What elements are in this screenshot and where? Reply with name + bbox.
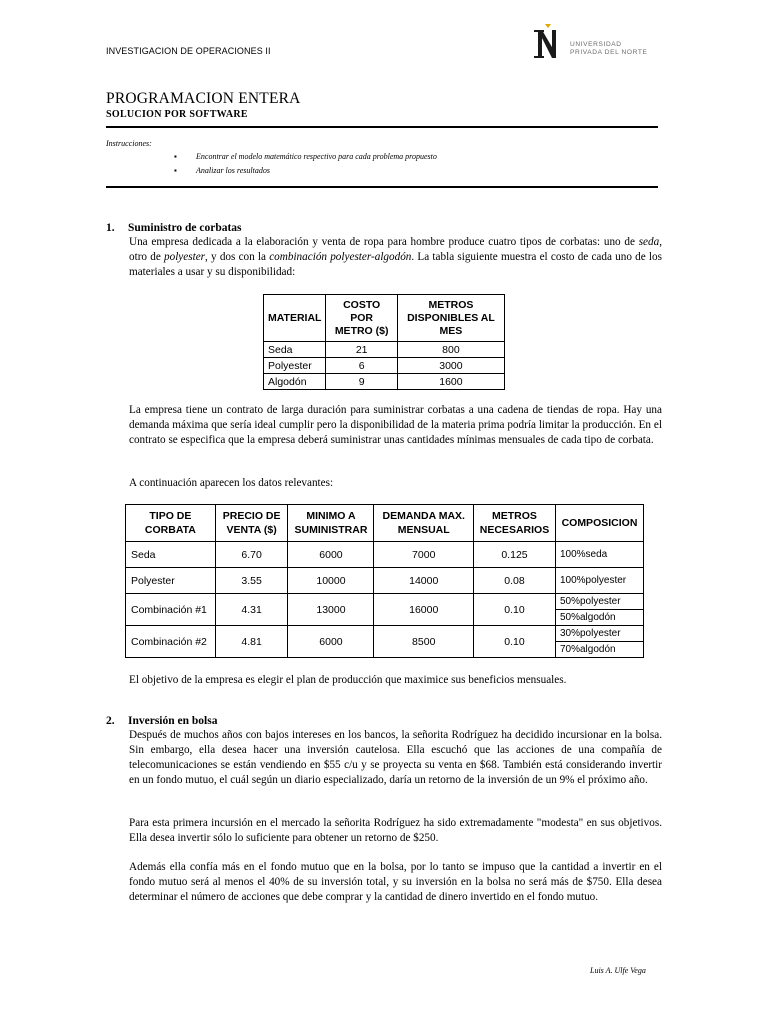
data-intro: A continuación aparecen los datos relevantes: [129,477,334,489]
upn-logo-icon [532,24,564,62]
table-row: Algodón 9 1600 [264,374,505,390]
table-header: COSTO POR METRO ($) [326,295,397,342]
logo-line1: UNIVERSIDAD [570,41,622,48]
bullet-icon: ▪ [174,166,177,175]
table-header: TIPO DE CORBATA [126,505,216,542]
materials-table [263,294,505,390]
course-name: INVESTIGACION DE OPERACIONES II [106,46,271,56]
table-row: Seda 6.70 6000 7000 0.125 100%seda [126,542,644,568]
page-subtitle: SOLUCION POR SOFTWARE [106,109,248,120]
table-header: METROS NECESARIOS [474,505,556,542]
divider [106,186,658,188]
section-2-paragraph-1: Después de muchos años con bajos intereses en los bancos, la señorita Rodríguez ha decidido incursionar en la bolsa. Sin embargo, ella desea hacer una inversión cautelosa. Ella escuchó que las acciones de una compañía de telecomunicaciones se están vendiendo en $55 c/u y se proyecta su venta en $68. También está considerando invertir en un fondo mutuo, el cuál según un diario especializado, daría un retorno de la inversión de un 9% el próximo año. [129,729,662,786]
table-row: Polyester 3.55 10000 14000 0.08 100%polyester [126,568,644,594]
instructions-label: Instrucciones: [106,139,152,148]
section-1-intro: Una empresa dedicada a la elaboración y venta de ropa para hombre produce cuatro tipos de corbatas: uno de seda, otro de polyester, y dos con la combinación polyester-algodón. La tabla siguiente muestra el costo de cada uno de los materiales a usar y su disponibilidad: [129,236,662,278]
divider [106,126,658,128]
table-header: COMPOSICION [555,505,643,542]
section-2-paragraph-3: Además ella confía más en el fondo mutuo que en la bolsa, por lo tanto se impuso que la cantidad a invertir en el fondo mutuo será al menos el 40% de su inversión total, y su inversión en la bolsa no será más de $750. Ella desea determinar el número de acciones que debe comprar y la cantidad de dinero invertido en el fondo mutuo. [129,861,662,903]
table-header: PRECIO DE VENTA ($) [215,505,288,542]
table-header: MATERIAL [264,295,326,342]
table-header: METROS DISPONIBLES AL MES [397,295,504,342]
page-title: PROGRAMACION ENTERA [106,90,301,107]
table-header: DEMANDA MAX. MENSUAL [374,505,474,542]
section-2-paragraph-2: Para esta primera incursión en el mercado la señorita Rodríguez ha sido extremadamente "modesta" en sus objetivos. Ella desea invertir sólo lo suficiente para obtener un retorno de $250. [129,817,662,844]
ties-data-table [125,504,644,658]
objective-paragraph: El objetivo de la empresa es elegir el plan de producción que maximice sus beneficios mensuales. [129,674,567,686]
table-row: Combinación #2 4.81 6000 8500 0.10 30%polyester 70%algodón [126,626,644,658]
table-row: Combinación #1 4.31 13000 16000 0.10 50%polyester 50%algodón [126,594,644,626]
university-logo [532,24,662,62]
table-row: Seda 21 800 [264,342,505,358]
author-signature: Luis A. Ulfe Vega [590,966,646,975]
contract-paragraph: La empresa tiene un contrato de larga duración para suministrar corbatas a una cadena de tiendas de ropa. Hay una demanda máxima que sería ideal cumplir pero la disponibilidad de la materia prima podría limitar la producción. En el contrato se especifica que la empresa deberá suministrar unas cantidades mínimas mensuales de cada tipo de corbata. [129,404,662,446]
logo-line2: PRIVADA DEL NORTE [570,49,648,56]
table-row: Polyester 6 3000 [264,358,505,374]
table-header: MINIMO A SUMINISTRAR [288,505,374,542]
bullet-icon: ▪ [174,152,177,161]
